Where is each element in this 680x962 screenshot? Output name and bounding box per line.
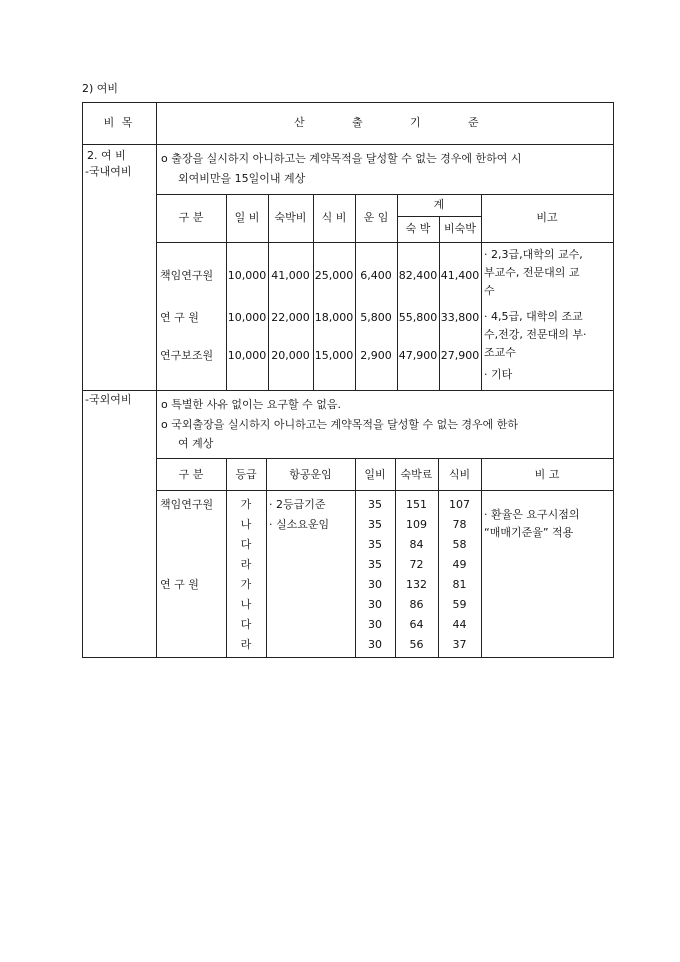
row-lodging: 56 xyxy=(409,638,424,651)
overseas-remark-line1: · 환율은 요구시점의 xyxy=(484,508,580,521)
row-gubun: 연구보조원 xyxy=(160,349,214,362)
table-left-border xyxy=(82,102,83,658)
row-unim: 2,900 xyxy=(360,349,392,362)
row-ilbi: 30 xyxy=(368,638,382,651)
domestic-category-line2: -국내여비 xyxy=(85,165,132,178)
row-lodging: 151 xyxy=(406,498,427,511)
row-lodging: 72 xyxy=(409,558,424,571)
domestic-col-sikbi: 식 비 xyxy=(321,211,347,224)
row-ilbi: 10,000 xyxy=(227,311,267,324)
domestic-note-line1: o 출장을 실시하지 아니하고는 계약목적을 달성할 수 없는 경우에 한하여 시 xyxy=(161,152,522,165)
row-ilbi: 35 xyxy=(368,498,382,511)
overseas-col-remark: 비 고 xyxy=(534,468,560,481)
row-lodging: 84 xyxy=(409,538,424,551)
domestic-grid-header-bottom xyxy=(156,242,614,243)
row-meal: 107 xyxy=(449,498,470,511)
row-meal: 59 xyxy=(452,598,467,611)
airfare-note-1: · 2등급기준 xyxy=(269,498,326,511)
row-grade: 나 xyxy=(240,598,252,611)
row-meal: 78 xyxy=(452,518,467,531)
row-grade: 라 xyxy=(240,638,252,651)
row-bisukbak: 27,900 xyxy=(440,349,480,362)
domestic-category-line1: 2. 여 비 xyxy=(87,149,126,162)
domestic-col-ilbi: 일 비 xyxy=(234,211,260,224)
row-ilbi: 30 xyxy=(368,598,382,611)
header-category: 비 목 xyxy=(103,116,135,129)
domestic-col-bigo: 비고 xyxy=(536,211,558,224)
row-unim: 6,400 xyxy=(360,269,392,282)
overseas-col-ilbi: 일비 xyxy=(364,468,386,481)
domestic-grid-top xyxy=(156,194,614,195)
row-gubun: 연 구 원 xyxy=(160,311,199,324)
row-sukbakbi: 20,000 xyxy=(271,349,310,362)
row-grade: 가 xyxy=(240,498,252,511)
row-grade: 나 xyxy=(240,518,252,531)
header-criteria-char-4: 준 xyxy=(468,116,479,129)
domestic-note-line2: 외여비만을 15일이내 계상 xyxy=(178,172,306,185)
row-gubun: 책임연구원 xyxy=(160,269,214,282)
row-lodging: 132 xyxy=(406,578,427,591)
overseas-note-line1: o 특별한 사유 없이는 요구할 수 없음. xyxy=(161,398,341,411)
overseas-col-gubun: 구 분 xyxy=(178,468,204,481)
overseas-grid-top xyxy=(156,458,614,459)
row-meal: 81 xyxy=(452,578,467,591)
domestic-col-unim: 운 임 xyxy=(363,211,389,224)
row-sikbi: 18,000 xyxy=(314,311,354,324)
table-right-border xyxy=(613,102,614,658)
domestic-remark-2: 부교수, 전문대의 교 xyxy=(484,266,580,279)
overseas-category: -국외여비 xyxy=(85,393,132,406)
row-lodging: 109 xyxy=(406,518,427,531)
row-sukbakbi: 22,000 xyxy=(271,311,310,324)
row-ilbi: 35 xyxy=(368,518,382,531)
header-criteria-char-3: 기 xyxy=(410,116,421,129)
overseas-remark-line2: “매매기준율” 적용 xyxy=(484,526,574,539)
domestic-remark-7: · 기타 xyxy=(484,368,513,381)
row-meal: 37 xyxy=(452,638,467,651)
header-criteria-char-1: 산 xyxy=(294,116,305,129)
airfare-note-2: · 실소요운임 xyxy=(269,518,330,531)
domestic-remark-1: · 2,3급,대학의 교수, xyxy=(484,248,583,261)
row-sikbi: 25,000 xyxy=(314,269,354,282)
row-meal: 49 xyxy=(452,558,467,571)
row-bisukbak: 33,800 xyxy=(440,311,480,324)
row-sikbi: 15,000 xyxy=(314,349,354,362)
overseas-grid-header-bottom xyxy=(156,490,614,491)
row-grade: 라 xyxy=(240,558,252,571)
domestic-col-line-6 xyxy=(439,216,440,390)
domestic-remark-5: 수,전강, 전문대의 부· xyxy=(484,328,587,341)
row-ilbi: 10,000 xyxy=(227,349,267,362)
row-meal: 58 xyxy=(452,538,467,551)
header-divider xyxy=(82,144,614,145)
row-ilbi: 10,000 xyxy=(227,269,267,282)
header-criteria-char-2: 출 xyxy=(352,116,363,129)
row-lodging: 64 xyxy=(409,618,424,631)
row-unim: 5,800 xyxy=(360,311,392,324)
table-top-border xyxy=(82,102,614,103)
row-lodging: 86 xyxy=(409,598,424,611)
domestic-col-sukbak: 숙 박 xyxy=(405,222,431,235)
row-sukbak: 55,800 xyxy=(398,311,438,324)
domestic-remark-3: 수 xyxy=(484,284,495,297)
section-title: 2) 여비 xyxy=(82,82,119,95)
row-sukbak: 47,900 xyxy=(398,349,438,362)
row-ilbi: 30 xyxy=(368,618,382,631)
overseas-group-1-label: 책임연구원 xyxy=(160,498,214,511)
domestic-remark-4: · 4,5급, 대학의 조교 xyxy=(484,310,583,323)
domestic-col-bisukbak: 비숙박 xyxy=(444,222,476,235)
overseas-col-lodging: 숙박료 xyxy=(400,468,433,481)
overseas-col-meal: 식비 xyxy=(448,468,471,481)
domestic-col-gubun: 구 분 xyxy=(178,211,204,224)
overseas-col-grade: 등급 xyxy=(235,468,257,481)
row-grade: 다 xyxy=(240,538,252,551)
domestic-col-sukbakbi: 숙박비 xyxy=(274,211,307,224)
overseas-col-line-6 xyxy=(481,458,482,658)
travel-expense-table xyxy=(82,102,614,658)
table-bottom-border xyxy=(82,657,614,658)
category-divider xyxy=(156,102,157,658)
overseas-note-line2: o 국외출장을 실시하지 아니하고는 계약목적을 달성할 수 없는 경우에 한하 xyxy=(161,418,518,431)
row-ilbi: 30 xyxy=(368,578,382,591)
row-sukbakbi: 41,000 xyxy=(271,269,310,282)
row-grade: 다 xyxy=(240,618,252,631)
domestic-col-gye: 계 xyxy=(433,198,445,211)
domestic-remark-6: 조교수 xyxy=(484,346,516,359)
row-ilbi: 35 xyxy=(368,558,382,571)
overseas-note-line3: 여 계상 xyxy=(178,437,214,450)
overseas-col-airfare: 항공운임 xyxy=(289,468,332,481)
section-divider xyxy=(82,390,614,391)
row-sukbak: 82,400 xyxy=(398,269,438,282)
row-grade: 가 xyxy=(240,578,252,591)
overseas-col-line-2 xyxy=(266,458,267,658)
overseas-group-2-label: 연 구 원 xyxy=(160,578,199,591)
row-bisukbak: 41,400 xyxy=(440,269,480,282)
row-ilbi: 35 xyxy=(368,538,382,551)
row-meal: 44 xyxy=(452,618,467,631)
